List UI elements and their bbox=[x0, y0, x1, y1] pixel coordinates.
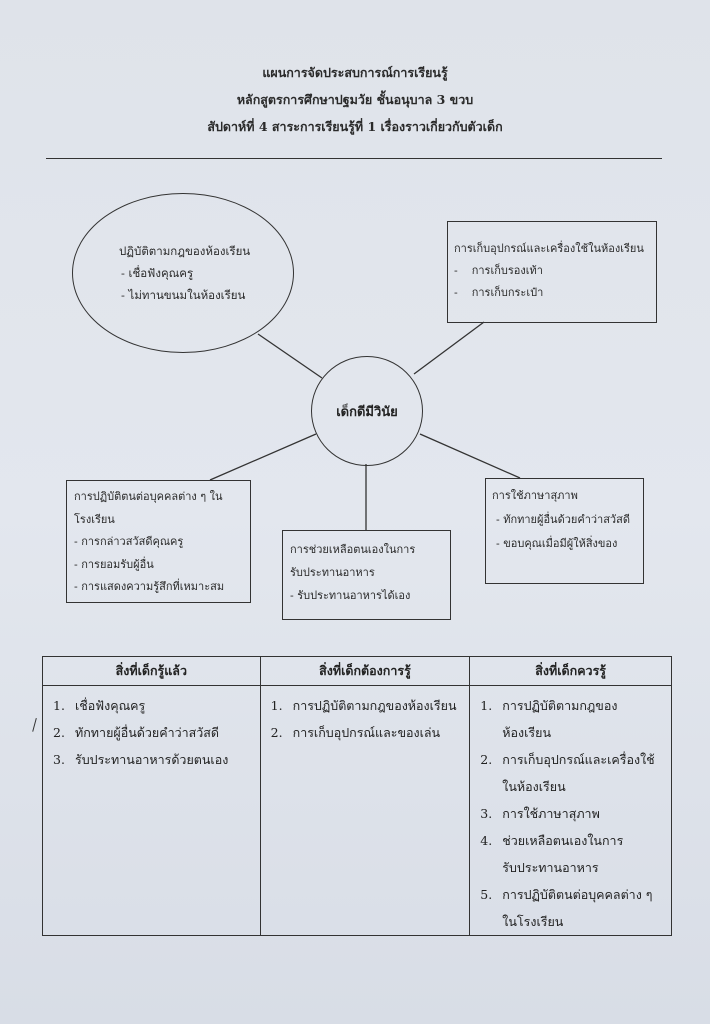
self-help-title-cont: รับประทานอาหาร bbox=[290, 566, 375, 579]
want-to-know-cell bbox=[260, 686, 470, 936]
list-item: 2. ทักทายผู้อื่นด้วยคำว่าสวัสดี bbox=[53, 725, 220, 740]
list-item: 3. การใช้ภาษาสุภาพ bbox=[480, 806, 600, 821]
week-topic-line: สัปดาห์ที่ 4 สาระการเรียนรู้ที่ 1 เรื่องราวเกี่ยวกับตัวเด็ก bbox=[207, 119, 503, 134]
table-header-row bbox=[43, 657, 672, 686]
header-want-to-know: สิ่งที่เด็กต้องการรู้ bbox=[260, 657, 470, 686]
classroom-rules-title: ปฏิบัติตามกฎของห้องเรียน bbox=[119, 244, 251, 258]
equipment-storage-node bbox=[454, 238, 644, 304]
list-item: 1. การปฏิบัติตามกฎของห้องเรียน bbox=[270, 698, 457, 713]
center-topic-label: เด็กดีมีวินัย bbox=[336, 404, 398, 420]
polite-language-node bbox=[492, 484, 630, 556]
behavior-title-cont: โรงเรียน bbox=[74, 512, 115, 526]
behavior-title: การปฏิบัติตนต่อบุคคลต่าง ๆ ใน bbox=[74, 490, 223, 503]
list-item: ในโรงเรียน bbox=[502, 914, 564, 929]
polite-language-item: - ขอบคุณเมื่อมีผู้ให้สิ่งของ bbox=[496, 537, 618, 550]
equipment-storage-item: - การเก็บรองเท้า bbox=[454, 264, 543, 277]
list-item: 3. รับประทานอาหารด้วยตนเอง bbox=[53, 752, 229, 767]
behavior-item: - การกล่าวสวัสดีคุณครู bbox=[74, 535, 184, 548]
classroom-rules-node bbox=[119, 240, 250, 306]
polite-language-item: - ทักทายผู้อื่นด้วยคำว่าสวัสดี bbox=[496, 513, 630, 526]
list-item: ในห้องเรียน bbox=[502, 779, 566, 794]
self-help-title: การช่วยเหลือตนเองในการ bbox=[290, 543, 416, 556]
behavior-toward-others-node bbox=[74, 486, 224, 599]
document-title: แผนการจัดประสบการณ์การเรียนรู้ bbox=[262, 65, 448, 80]
want-to-know-list bbox=[271, 692, 462, 746]
self-help-eating-node bbox=[290, 538, 415, 607]
list-item: 1. เชื่อฟังคุณครู bbox=[53, 698, 146, 713]
list-item: 2. การเก็บอุปกรณ์และของเล่น bbox=[270, 725, 441, 740]
connector-bottom-left bbox=[210, 434, 316, 480]
polite-language-title: การใช้ภาษาสุภาพ bbox=[492, 489, 578, 502]
behavior-item: - การยอมรับผู้อื่น bbox=[74, 557, 154, 571]
table-row bbox=[43, 686, 672, 936]
known-list bbox=[53, 692, 252, 773]
equipment-storage-title: การเก็บอุปกรณ์และเครื่องใช้ในห้องเรียน bbox=[454, 242, 644, 255]
list-item: 5. การปฏิบัติตนต่อบุคคลต่าง ๆ bbox=[480, 887, 653, 902]
center-topic bbox=[311, 356, 423, 466]
classroom-rules-item: - ไม่ทานขนมในห้องเรียน bbox=[121, 288, 246, 302]
list-item: 1. การปฏิบัติตามกฎของห้องเรียน bbox=[480, 698, 618, 740]
list-item: 2. การเก็บอุปกรณ์และเครื่องใช้ bbox=[480, 752, 655, 767]
should-know-list bbox=[480, 692, 663, 935]
connector-top-left bbox=[258, 334, 322, 378]
classroom-rules-item: - เชื่อฟังคุณครู bbox=[121, 266, 194, 280]
header-should-know: สิ่งที่เด็กควรรู้ bbox=[470, 657, 672, 686]
header-known: สิ่งที่เด็กรู้แล้ว bbox=[43, 657, 261, 686]
should-know-cell bbox=[470, 686, 672, 936]
equipment-storage-item: - การเก็บกระเป๋า bbox=[454, 286, 544, 299]
connector-bottom-right bbox=[420, 434, 520, 478]
connector-top-right bbox=[414, 322, 484, 374]
curriculum-line: หลักสูตรการศึกษาปฐมวัย ชั้นอนุบาล 3 ขวบ bbox=[236, 92, 474, 107]
learning-table bbox=[42, 656, 672, 936]
list-item: รับประทานอาหาร bbox=[502, 860, 599, 875]
behavior-item: - การแสดงความรู้สึกที่เหมาะสม bbox=[74, 580, 225, 593]
list-item: 4. ช่วยเหลือตนเองในการ bbox=[480, 833, 624, 848]
known-cell bbox=[43, 686, 261, 936]
self-help-item: - รับประทานอาหารได้เอง bbox=[290, 589, 411, 602]
